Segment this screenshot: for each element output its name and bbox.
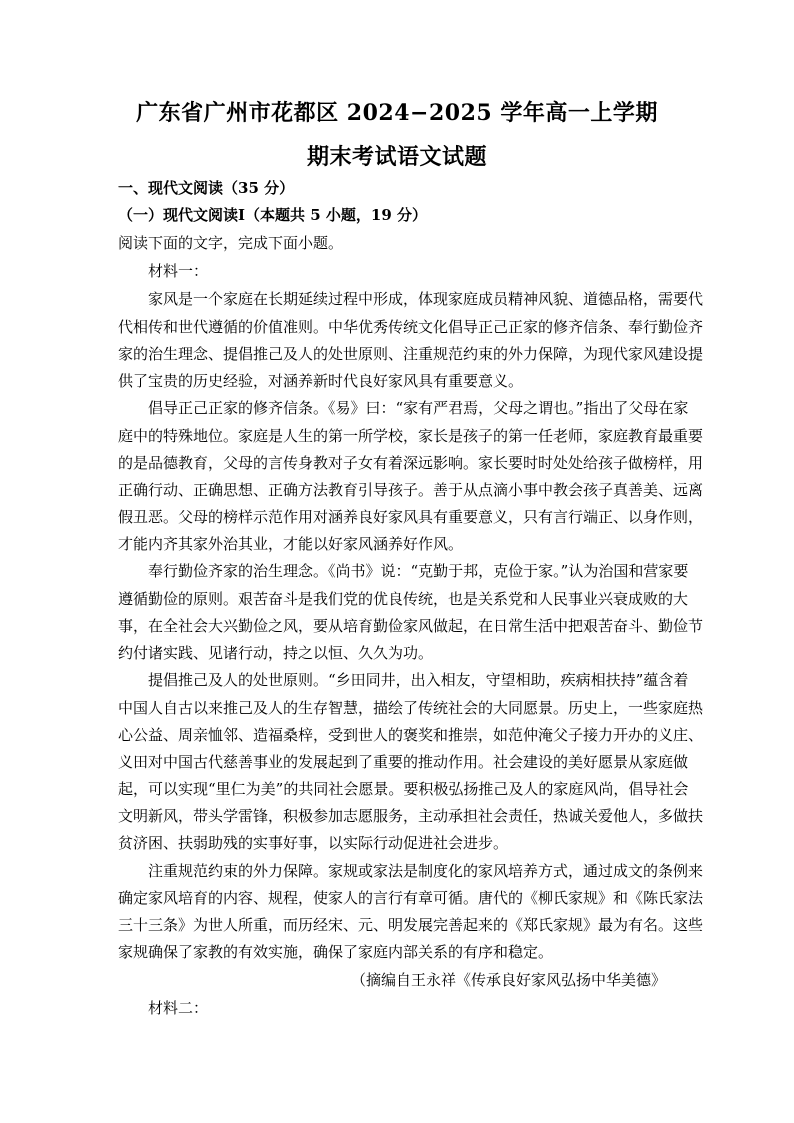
paragraph-line: 奉行勤俭齐家的治生理念。《尚书》说：“克勤于邦，克俭于家。”认为治国和营家要: [148, 562, 689, 580]
paragraph-line: 供了宝贵的历史经验，对涵养新时代良好家风具有重要意义。: [118, 372, 524, 390]
paragraph-line: 提倡推己及人的处世原则。“乡田同井，出入相友，守望相助，疾病相扶持”蕴含着: [148, 671, 689, 689]
paragraph-line: 注重规范约束的外力保障。家规或家法是制度化的家风培养方式，通过成文的条例来: [148, 862, 704, 880]
paragraph-line: 三十三条》为世人所重，而历经宋、元、明发展完善起来的《郑氏家规》最为有名。这些: [118, 916, 704, 934]
paragraph-line: 文明新风，带头学雷锋，积极参加志愿服务，主动承担社会责任，热诚关爱他人，多做扶: [118, 807, 704, 825]
paragraph-line: 中国人自古以来推己及人的生存智慧，描绘了传统社会的大同愿景。历史上，一些家庭热: [118, 699, 704, 717]
instruction-text: 阅读下面的文字，完成下面小题。: [118, 234, 344, 252]
material-label: 材料一：: [148, 262, 209, 280]
source-citation: （摘编自王永祥《传承良好家风弘扬中华美德》: [350, 971, 666, 989]
paragraph-line: 事，在全社会大兴勤俭之风，要从培育勤俭家风做起，在日常生活中把艰苦奋斗、勤俭节: [118, 617, 704, 635]
material-label: 材料二：: [148, 999, 209, 1017]
paragraph-line: 才能内齐其家外治其业，才能以好家风涵养好作风。: [118, 535, 464, 553]
paragraph-line: 代相传和世代遵循的价值准则。中华优秀传统文化倡导正己正家的修齐信条、奉行勤俭齐: [118, 318, 704, 336]
paragraph-line: 心公益、周亲恤邻、造福桑梓，受到世人的褒奖和推崇，如范仲淹父子接力开办的义庄、: [118, 726, 704, 744]
paragraph-line: 家风是一个家庭在长期延续过程中形成，体现家庭成员精神风貌、道德品格，需要代: [148, 290, 704, 308]
paragraph-line: 正确行动、正确思想、正确方法教育引导孩子。善于从点滴小事中教会孩子真善美、远离: [118, 481, 704, 499]
paragraph-line: 家的治生理念、提倡推己及人的处世原则、注重规范约束的外力保障，为现代家风建设提: [118, 345, 704, 363]
paragraph-line: 假丑恶。父母的榜样示范作用对涵养良好家风具有重要意义，只有言行端正、以身作则，: [118, 508, 704, 526]
paragraph-line: 倡导正己正家的修齐信条。《易》曰：“家有严君焉，父母之谓也。”指出了父母在家: [148, 399, 689, 417]
paragraph-line: 起，可以实现“里仁为美”的共同社会愿景。要积极弘扬推己及人的家庭风尚，倡导社会: [118, 780, 689, 798]
paragraph-line: 贫济困、扶弱助残的实事好事，以实际行动促进社会进步。: [118, 834, 509, 852]
paragraph-line: 庭中的特殊地位。家庭是人生的第一所学校，家长是孩子的第一任老师，家庭教育最重要: [118, 427, 704, 445]
section-heading: 一、现代文阅读（35 分）: [118, 179, 295, 197]
paragraph-line: 遵循勤俭的原则。艰苦奋斗是我们党的优良传统，也是关系党和人民事业兴衰成败的大: [118, 590, 689, 608]
paragraph-line: 义田对中国古代慈善事业的发展起到了重要的推动作用。社会建设的美好愿景从家庭做: [118, 753, 689, 771]
subsection-heading: （一）现代文阅读Ⅰ（本题共 5 小题，19 分）: [118, 206, 427, 224]
document-title: 广东省广州市花都区 2024−2025 学年高一上学期: [136, 100, 658, 126]
paragraph-line: 确定家风培育的内容、规程，使家人的言行有章可循。唐代的《柳氏家规》和《陈氏家法: [118, 889, 704, 907]
paragraph-line: 家规确保了家教的有效实施，确保了家庭内部关系的有序和稳定。: [118, 943, 554, 961]
document-subtitle: 期末考试语文试题: [306, 144, 487, 170]
paragraph-line: 约付诸实践、见诸行动，持之以恒、久久为功。: [118, 644, 434, 662]
paragraph-line: 的是品德教育，父母的言传身教对子女有着深远影响。家长要时时处处给孩子做榜样，用: [118, 454, 704, 472]
